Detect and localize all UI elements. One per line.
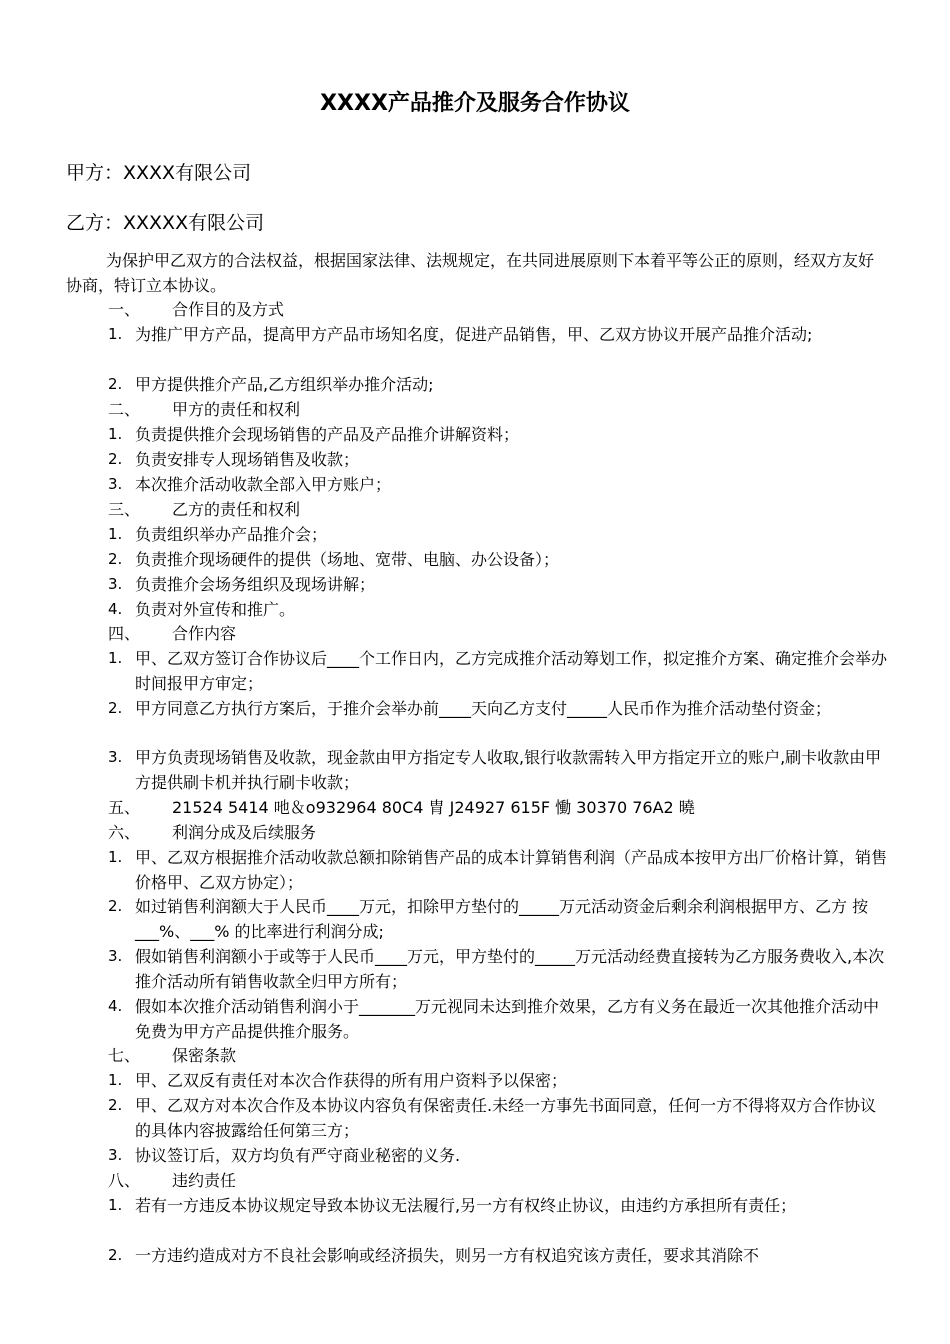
- document-title: XXXX产品推介及服务合作协议: [320, 91, 630, 116]
- section-heading: [108, 297, 284, 322]
- list-item-text: 甲、乙双方根据推介活动收款总额扣除销售产品的成本计算销售利润（产品成本按甲方出厂价格计算，销售价格甲、乙双方协定）；: [135, 848, 888, 892]
- list-item-text: 甲、乙双方对本次合作及本协议内容负有保密责任.未经一方事先书面同意，任何一方不得将双方合作协议的具体内容披露给任何第三方；: [135, 1096, 877, 1140]
- section-title: 保密条款: [172, 1046, 237, 1065]
- section-title: 合作目的及方式: [172, 300, 285, 319]
- list-item-number: 3.: [108, 1146, 123, 1164]
- list-item: [108, 1093, 888, 1143]
- list-item-number: 2.: [108, 450, 123, 468]
- section-number: 三、: [108, 500, 141, 519]
- list-item-number: 1.: [108, 649, 123, 667]
- list-item: [108, 572, 888, 597]
- list-item-text: 协议签订后，双方均负有严守商业秘密的义务.: [135, 1146, 461, 1165]
- list-item: [108, 994, 888, 1044]
- section-heading: [108, 497, 300, 522]
- section-heading: [108, 820, 316, 845]
- list-item-text: 为推广甲方产品，提高甲方产品市场知名度，促进产品销售，甲、乙双方协议开展产品推介活动;: [135, 325, 813, 344]
- section-heading: [108, 795, 695, 820]
- list-item-text: 负责组织举办产品推介会；: [135, 525, 328, 544]
- section-number: 二、: [108, 400, 141, 419]
- list-item: [108, 1068, 888, 1093]
- list-item: [108, 1243, 888, 1268]
- list-item: [108, 322, 888, 347]
- list-item-number: 1.: [108, 325, 123, 343]
- list-item: [108, 745, 888, 795]
- section-number: 七、: [108, 1046, 141, 1065]
- section-number: 五、: [108, 798, 141, 817]
- section-number: 四、: [108, 624, 141, 643]
- list-item: [108, 597, 888, 622]
- list-item-number: 1.: [108, 1071, 123, 1089]
- list-item: [108, 522, 888, 547]
- list-item-text: 甲、乙双反有责任对本次合作获得的所有用户资料予以保密；: [135, 1071, 568, 1090]
- section-number: 六、: [108, 823, 141, 842]
- list-item-number: 2.: [108, 550, 123, 568]
- list-item-text: 负责推介会场务组织及现场讲解；: [135, 575, 376, 594]
- list-item-number: 4.: [108, 600, 123, 618]
- party-a: 甲方：XXXX有限公司: [66, 162, 252, 184]
- list-item: [108, 1193, 888, 1218]
- list-item: [108, 472, 888, 497]
- list-item: [108, 944, 888, 994]
- section-title: 合作内容: [172, 624, 237, 643]
- list-item: [108, 547, 888, 572]
- list-item-number: 3.: [108, 575, 123, 593]
- list-item-text: 负责提供推介会现场销售的产品及产品推介讲解资料；: [135, 425, 520, 444]
- list-item-text: 本次推介活动收款全部入甲方账户；: [135, 475, 392, 494]
- list-item: [108, 422, 888, 447]
- section-heading: [108, 621, 236, 646]
- list-item-number: 3.: [108, 748, 123, 766]
- section-title: 甲方的责任和权利: [172, 400, 301, 419]
- list-item-text: 一方违约造成对方不良社会影响或经济损失，则另一方有权追究该方责任，要求其消除不: [135, 1246, 760, 1265]
- list-item-number: 2.: [108, 375, 123, 393]
- list-item: [108, 646, 888, 696]
- list-item: [108, 447, 888, 472]
- section-heading: [108, 397, 300, 422]
- list-item-number: 2.: [108, 1096, 123, 1114]
- list-item: [108, 372, 888, 397]
- list-item-number: 4.: [108, 997, 123, 1015]
- list-item-number: 1.: [108, 1196, 123, 1214]
- list-item-text: 甲、乙双方签订合作协议后____个工作日内，乙方完成推介活动筹划工作，拟定推介方案、确定推介会举办时间报甲方审定；: [135, 649, 888, 693]
- list-item: [108, 1143, 888, 1168]
- list-item-number: 2.: [108, 699, 123, 717]
- list-item-text: 如过销售利润额大于人民币____万元，扣除甲方垫付的_____万元活动资金后剩余利润根据甲方、乙方 按___%、___% 的比率进行利润分成;: [135, 897, 869, 941]
- list-item-number: 1.: [108, 525, 123, 543]
- intro-paragraph: 为保护甲乙双方的合法权益，根据国家法律、法规规定，在共同进展原则下本着平等公正的原则，经双方友好协商，特订立本协议。: [66, 251, 875, 295]
- section-number: 一、: [108, 300, 141, 319]
- list-item: [108, 696, 888, 721]
- list-item-number: 2.: [108, 1246, 123, 1264]
- list-item-text: 负责安排专人现场销售及收款；: [135, 450, 360, 469]
- list-item-text: 甲方负责现场销售及收款，现金款由甲方指定专人收取,银行收款需转入甲方指定开立的账户,刷卡收款由甲方提供刷卡机并执行刷卡收款；: [135, 748, 882, 792]
- list-item-text: 若有一方违反本协议规定导致本协议无法履行,另一方有权终止协议，由违约方承担所有责任；: [135, 1196, 797, 1215]
- section-title: 利润分成及后续服务: [172, 823, 317, 842]
- list-item-text: 假如本次推介活动销售利润小于_______万元视同未达到推介效果，乙方有义务在最近一次其他推介活动中免费为甲方产品提供推介服务。: [135, 997, 880, 1041]
- list-item: [108, 845, 888, 895]
- list-item: [108, 894, 888, 944]
- list-item-number: 1.: [108, 848, 123, 866]
- party-b: 乙方：XXXXX有限公司: [66, 212, 265, 234]
- list-item-text: 假如销售利润额小于或等于人民币____万元，甲方垫付的_____万元活动经费直接转为乙方服务费收入,本次推介活动所有销售收款全归甲方所有；: [135, 947, 885, 991]
- list-item-text: 甲方提供推介产品,乙方组织举办推介活动;: [135, 375, 434, 394]
- section-number: 八、: [108, 1171, 141, 1190]
- section-title: 乙方的责任和权利: [172, 500, 301, 519]
- section-heading: [108, 1168, 236, 1193]
- list-item-text: 负责推介现场硬件的提供（场地、宽带、电脑、办公设备）；: [135, 550, 560, 569]
- section-heading: [108, 1043, 236, 1068]
- list-item-text: 甲方同意乙方执行方案后，于推介会举办前____天向乙方支付_____人民币作为推介活动垫付资金；: [135, 699, 832, 718]
- list-item-number: 3.: [108, 475, 123, 493]
- list-item-number: 2.: [108, 897, 123, 915]
- list-item-text: 负责对外宣传和推广。: [135, 600, 296, 619]
- list-item-number: 1.: [108, 425, 123, 443]
- section-title: 21524 5414 吔＆o932964 80C4 胄 J24927 615F 慟 30370 76A2 曉: [172, 798, 695, 817]
- list-item-number: 3.: [108, 947, 123, 965]
- section-title: 违约责任: [172, 1171, 237, 1190]
